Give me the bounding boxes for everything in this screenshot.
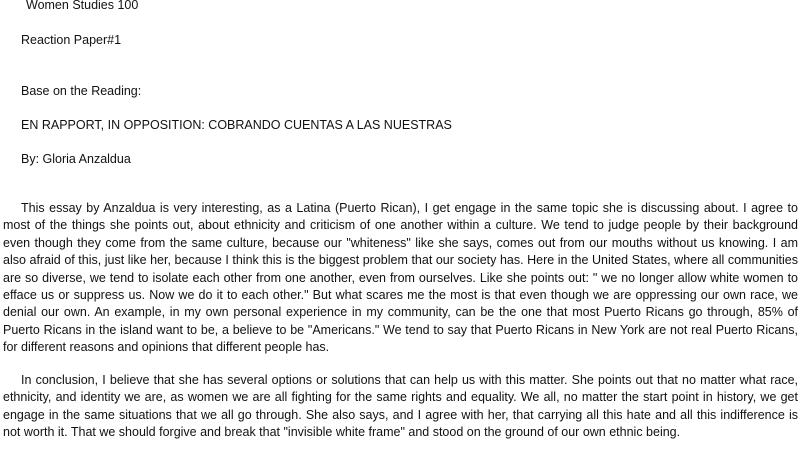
body-paragraph-1: This essay by Anzaldua is very interesting, as a Latina (Puerto Rican), I get engage in the same topic she is discussing about. I agree to most of the things she points out, about ethnicity and criticism of one another within a culture. We tend to judge people by their background even though they come from the same culture, because our "whiteness" like she says, comes out from our mouths without us knowing. I am also afraid of this, just like her, because I think this is the biggest problem that our society has. Here in the United States, where all communities are so diverse, we tend to isolate each other from one another, even from ourselves. Like she points out: " we no longer allow white women to efface us or suppress us. Now we do it to each other." But what scares me the most is that even though we are oppressing our own race, we denial our own. An example, in my own personal experience in my community, can be the one that most Puerto Ricans go through, 85% of Puerto Ricans in the island want to be, a believe to be "Americans." We tend to say that Puerto Ricans in New York are not real Puerto Ricans, for different reasons and opinions that different people has.	[3, 201, 798, 355]
reading-intro: Base on the Reading:	[21, 84, 142, 98]
reading-author: By: Gloria Anzaldua	[21, 152, 131, 166]
reading-title: EN RAPPORT, IN OPPOSITION: COBRANDO CUENTAS A LAS NUESTRAS	[21, 118, 452, 132]
body-paragraph-2: In conclusion, I believe that she has several options or solutions that can help us with this matter. She points out that no matter what race, ethnicity, and identity we are, as women we are all fighting for the same rights and equality. We all, no matter the start point in history, we get engage in the same situations that we all go through. She also says, and I agree with her, that carrying all this hate and all this indifference is not worth it. That we should forgive and break that "invisible white frame" and stood on the ground of our own ethnic being.	[3, 373, 798, 440]
paper-label: Reaction Paper#1	[21, 33, 122, 47]
course-name: Women Studies 100	[26, 0, 139, 12]
